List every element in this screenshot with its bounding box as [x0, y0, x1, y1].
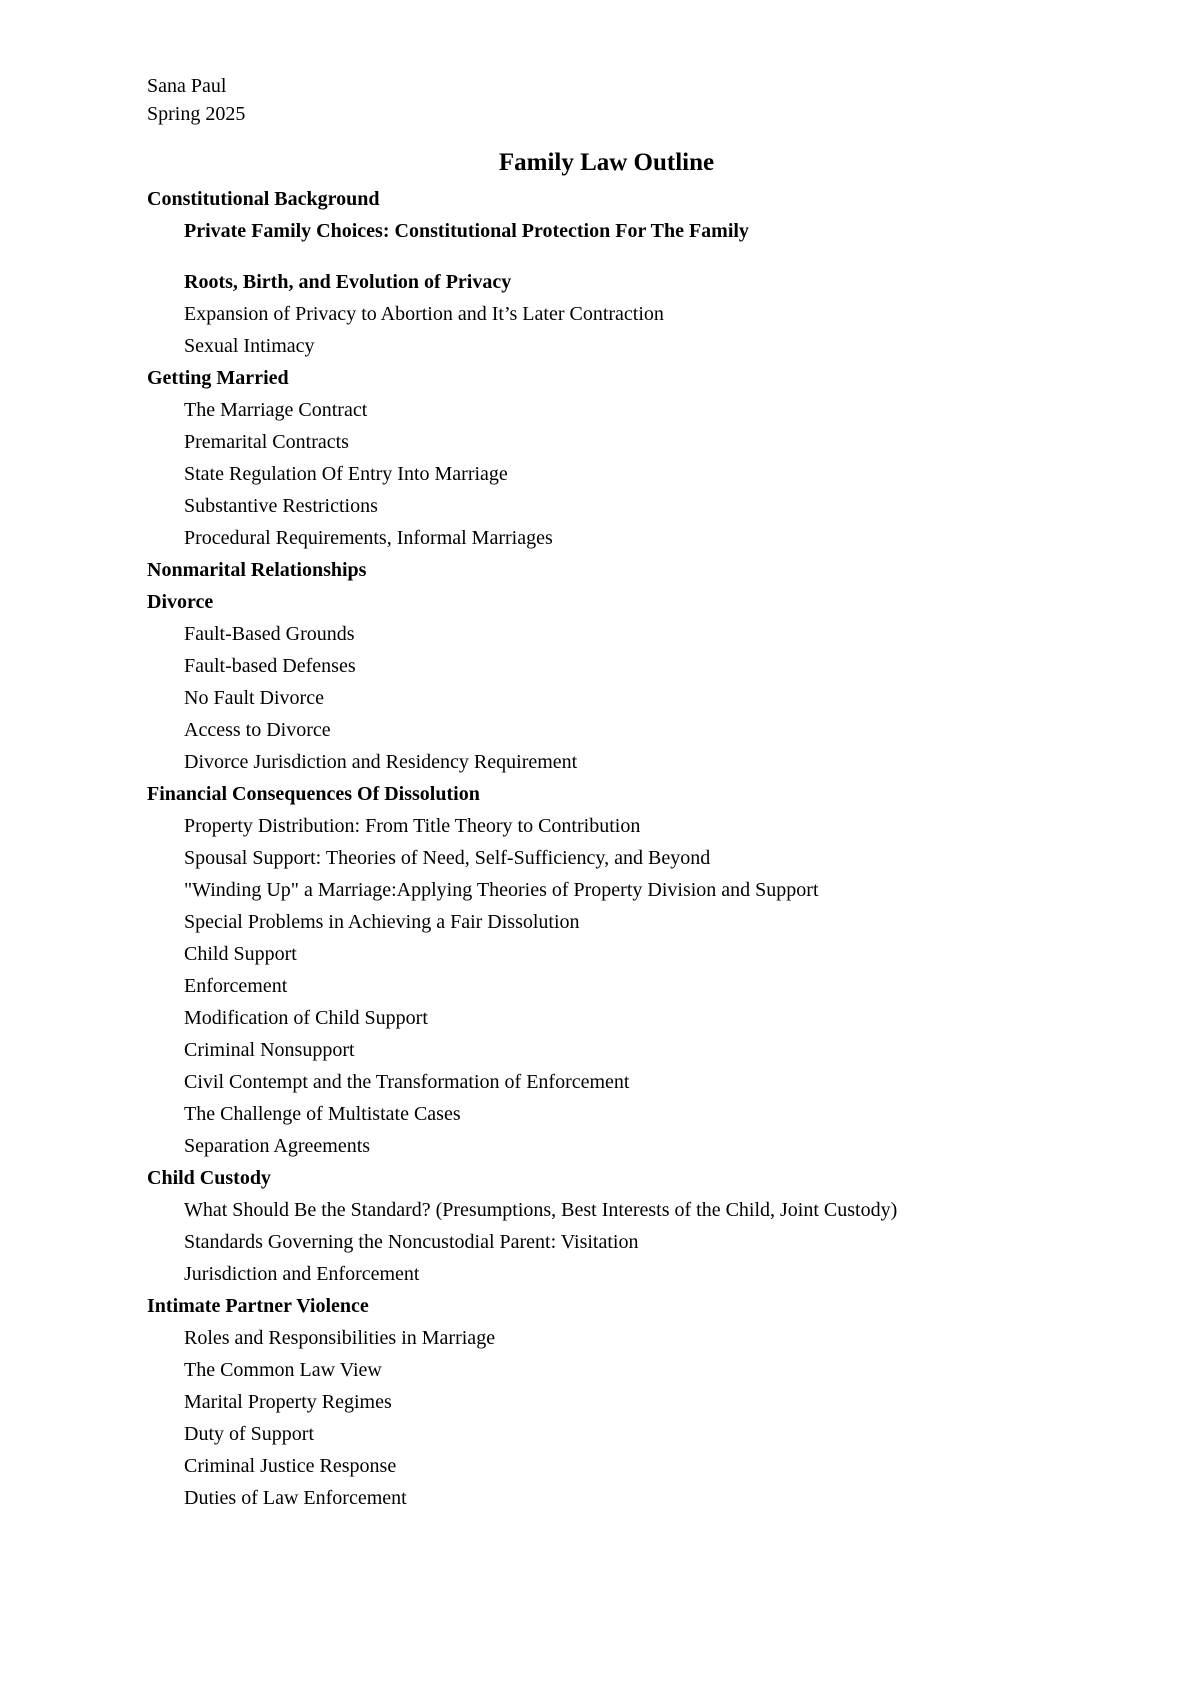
term-label: Spring 2025 — [147, 103, 246, 125]
outline-item: Marital Property Regimes — [184, 1391, 392, 1413]
outline-item: Separation Agreements — [184, 1135, 371, 1157]
outline-item: Criminal Nonsupport — [184, 1039, 355, 1061]
outline-item: The Challenge of Multistate Cases — [184, 1103, 461, 1125]
outline-item: Criminal Justice Response — [184, 1455, 397, 1477]
outline-item: What Should Be the Standard? (Presumptions, Best Interests of the Child, Joint Custody) — [184, 1199, 898, 1221]
outline-item: Standards Governing the Noncustodial Parent: Visitation — [184, 1231, 639, 1253]
subheading: Private Family Choices: Constitutional Protection For The Family — [184, 220, 749, 242]
outline-item: Divorce Jurisdiction and Residency Requirement — [184, 751, 578, 773]
outline-item: Expansion of Privacy to Abortion and It’s Later Contraction — [184, 303, 664, 325]
outline-item: Child Support — [184, 943, 297, 965]
section-heading: Financial Consequences Of Dissolution — [147, 783, 480, 805]
outline-item: Civil Contempt and the Transformation of Enforcement — [184, 1071, 630, 1093]
outline-item: Duties of Law Enforcement — [184, 1487, 407, 1509]
outline-item: Jurisdiction and Enforcement — [184, 1263, 420, 1285]
outline-item: No Fault Divorce — [184, 687, 324, 709]
author-name: Sana Paul — [147, 75, 227, 97]
document-title: Family Law Outline — [498, 149, 715, 176]
outline-item: Special Problems in Achieving a Fair Dissolution — [184, 911, 580, 933]
outline-item: Premarital Contracts — [184, 431, 349, 453]
outline-item: Sexual Intimacy — [184, 335, 315, 357]
outline-item: The Marriage Contract — [184, 399, 368, 421]
outline-item: Fault-Based Grounds — [184, 623, 355, 645]
outline-item: Fault-based Defenses — [184, 655, 356, 677]
outline-item: Roles and Responsibilities in Marriage — [184, 1327, 496, 1349]
section-heading: Divorce — [147, 591, 214, 613]
outline-item: Modification of Child Support — [184, 1007, 428, 1029]
outline-item: Property Distribution: From Title Theory to Contribution — [184, 815, 641, 837]
section-heading: Nonmarital Relationships — [147, 559, 367, 581]
outline-item: Substantive Restrictions — [184, 495, 378, 517]
subheading: Roots, Birth, and Evolution of Privacy — [184, 271, 512, 293]
outline-item: "Winding Up" a Marriage:Applying Theories of Property Division and Support — [184, 879, 819, 901]
outline-item: The Common Law View — [184, 1359, 382, 1381]
outline-item: Duty of Support — [184, 1423, 314, 1445]
section-heading: Intimate Partner Violence — [147, 1295, 369, 1317]
section-heading: Getting Married — [147, 367, 289, 389]
outline-item: State Regulation Of Entry Into Marriage — [184, 463, 508, 485]
outline-item: Procedural Requirements, Informal Marriages — [184, 527, 553, 549]
outline-body — [147, 185, 1147, 1516]
section-heading: Constitutional Background — [147, 188, 380, 210]
outline-item: Enforcement — [184, 975, 288, 997]
outline-item: Spousal Support: Theories of Need, Self-Sufficiency, and Beyond — [184, 847, 711, 869]
section-heading: Child Custody — [147, 1167, 271, 1189]
outline-item: Access to Divorce — [184, 719, 331, 741]
